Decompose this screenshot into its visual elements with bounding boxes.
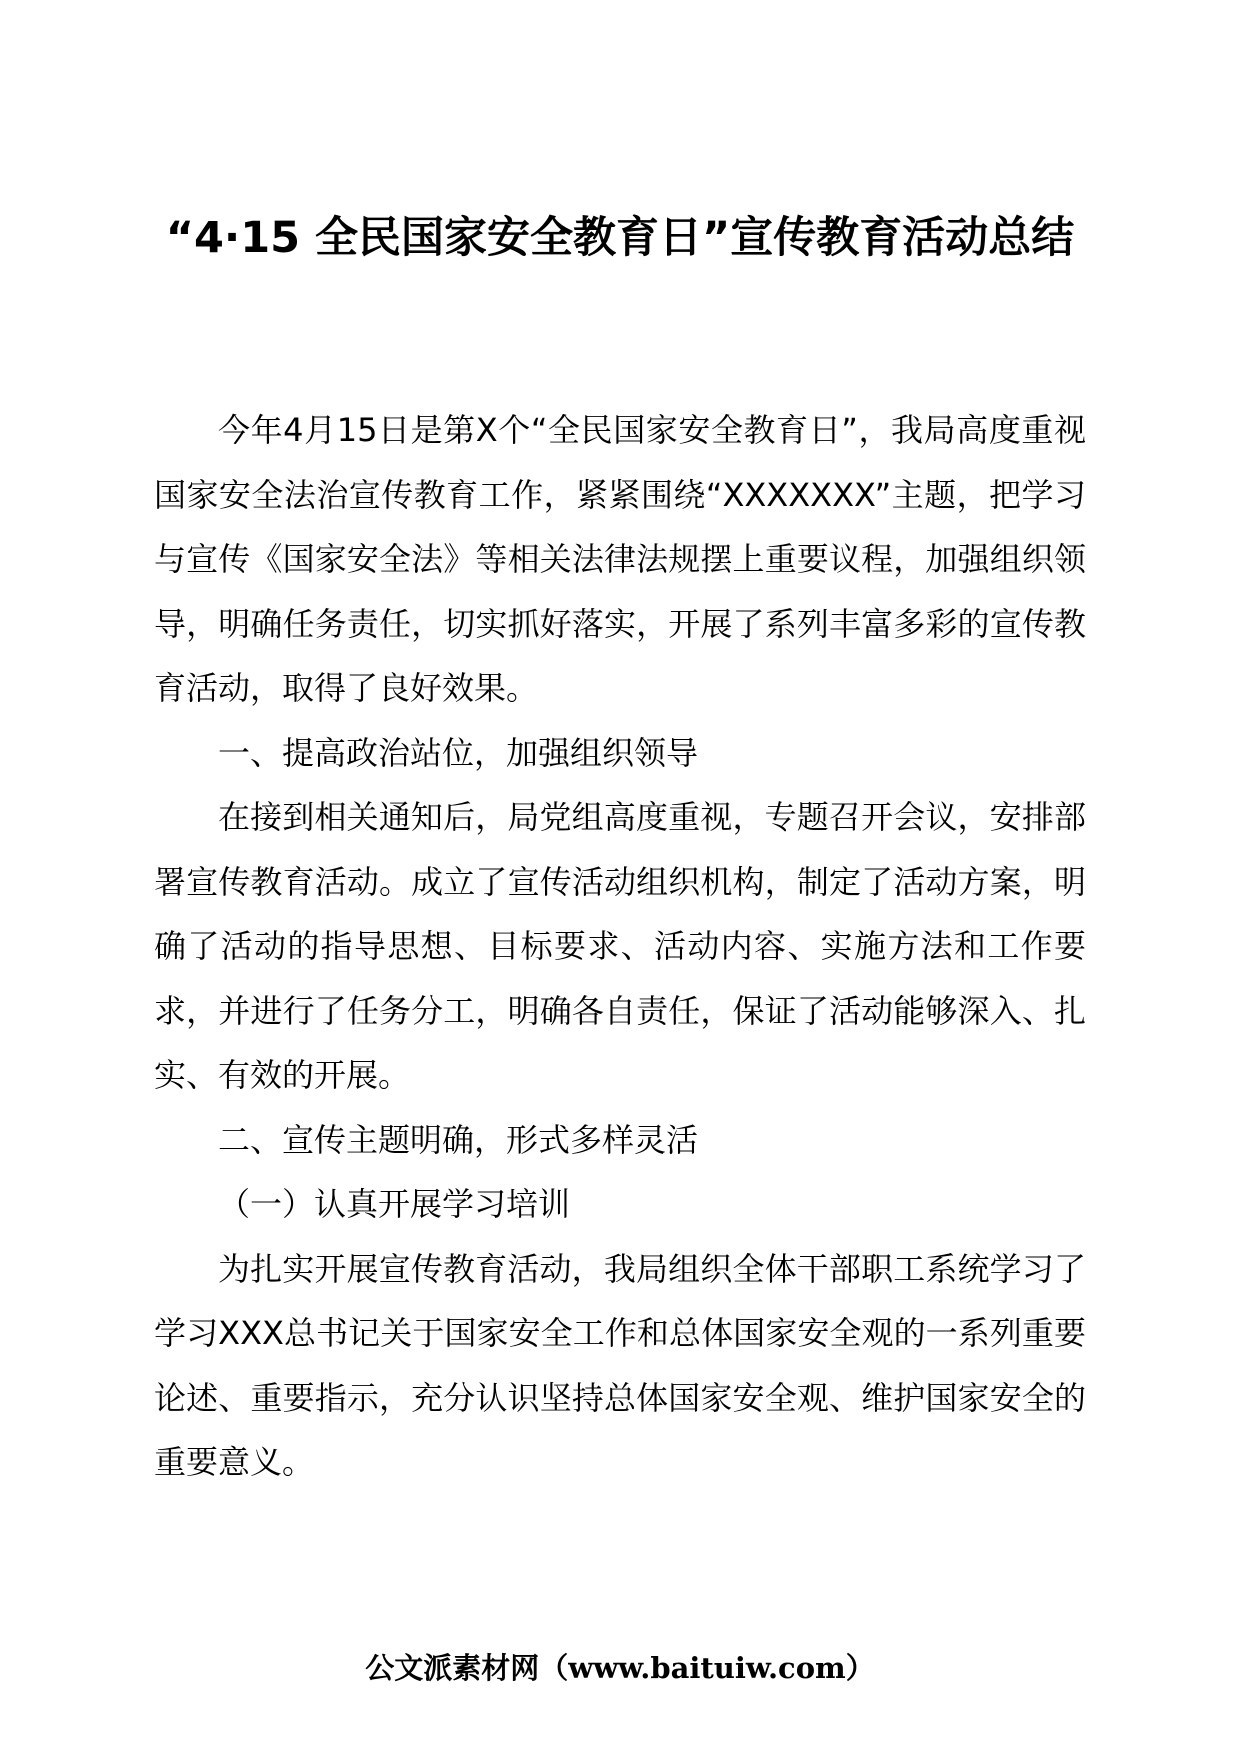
subsection-1-paragraph: 为扎实开展宣传教育活动，我局组织全体干部职工系统学习了学习XXX总书记关于国家安全工作和总体国家安全观的一系列重要论述、重要指示，充分认识坚持总体国家安全观、维护国家安全的重要意义。 <box>154 1249 1086 1481</box>
footer-watermark: 公文派素材网（www.baituiw.com） <box>365 1651 875 1685</box>
intro-paragraph: 今年4月15日是第X个“全民国家安全教育日”，我局高度重视国家安全法治宣传教育工作，紧紧围绕“XXXXXXX”主题，把学习与宣传《国家安全法》等相关法律法规摆上重要议程，加强组织领导，明确任务责任，切实抓好落实，开展了系列丰富多彩的宣传教育活动，取得了良好效果。 <box>154 411 1086 707</box>
document-body <box>154 398 1086 1495</box>
section-heading-2: 二、宣传主题明确，形式多样灵活 <box>218 1120 699 1159</box>
section-heading-1: 一、提高政治站位，加强组织领导 <box>218 733 699 772</box>
section-1-paragraph: 在接到相关通知后，局党组高度重视，专题召开会议，安排部署宣传教育活动。成立了宣传活动组织机构，制定了活动方案，明确了活动的指导思想、目标要求、活动内容、实施方法和工作要求，并进行了任务分工，明确各自责任，保证了活动能够深入、扎实、有效的开展。 <box>154 798 1086 1094</box>
subsection-heading-1: （一）认真开展学习培训 <box>218 1185 571 1223</box>
document-title: “4·15 全民国家安全教育日”宣传教育活动总结 <box>165 213 1075 263</box>
